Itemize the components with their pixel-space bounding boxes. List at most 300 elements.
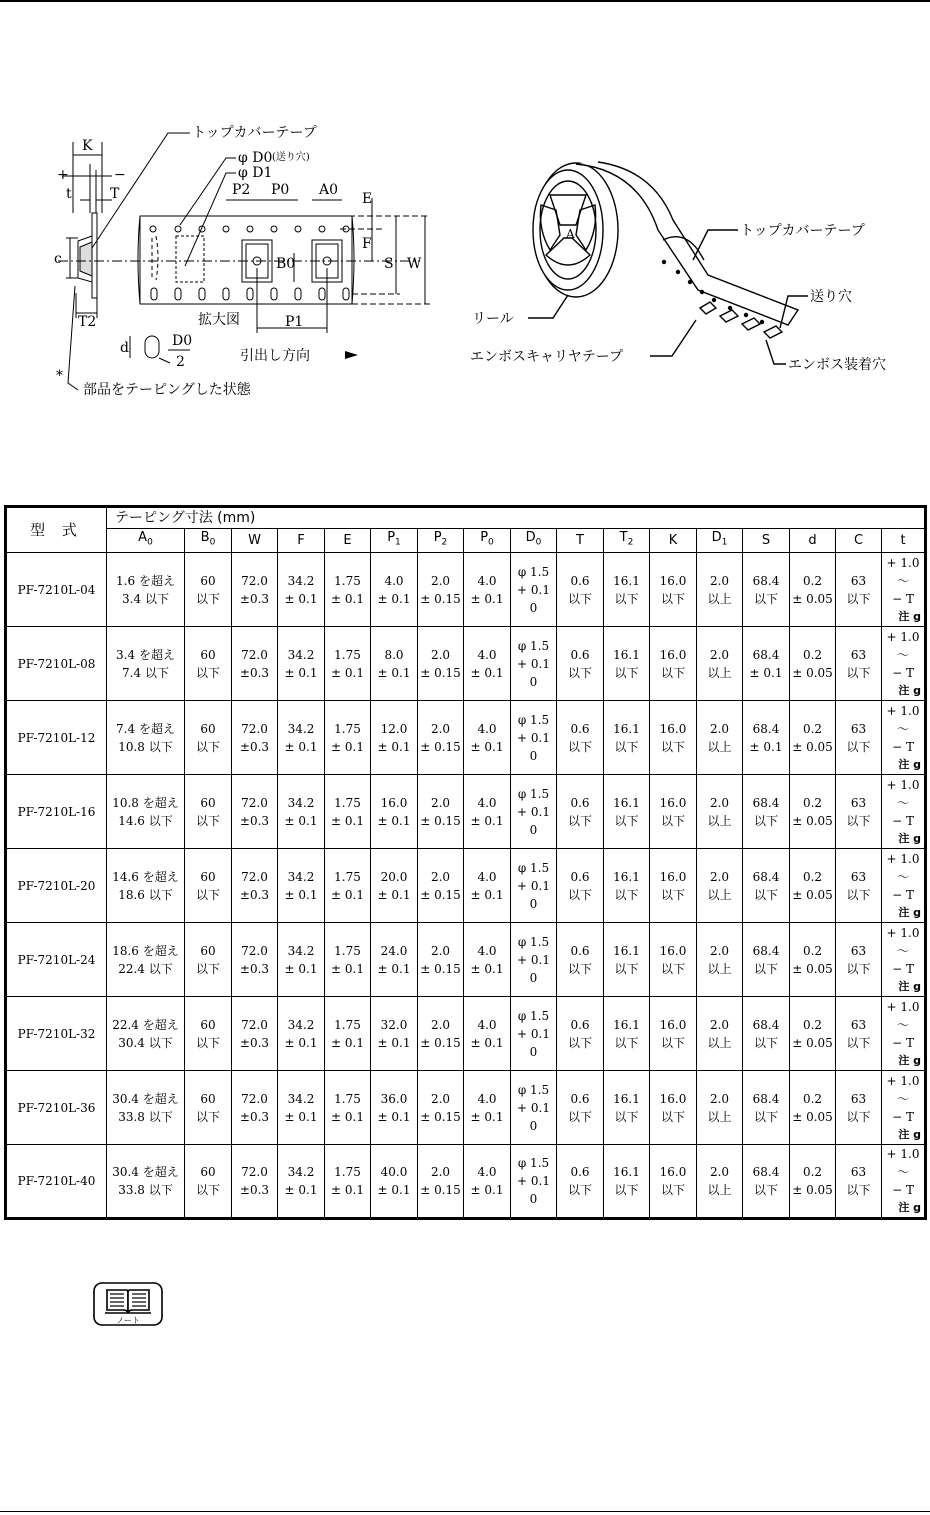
w-line: 72.0 (241, 1017, 268, 1032)
tt-line: 〜 (897, 573, 910, 588)
tt-line: 〜 (897, 1165, 910, 1179)
c-line: 63 (850, 721, 867, 736)
b0-line: 以下 (195, 1035, 220, 1050)
cell-d1 (697, 553, 743, 627)
b0-line: 60 (200, 1017, 216, 1032)
cell-d (790, 997, 836, 1071)
tt-line: 〜 (897, 795, 910, 810)
k-line: 以下 (660, 887, 685, 902)
emboss-tape-label: エンボスキャリヤテープ (470, 349, 624, 365)
p2-line: ± 0.15 (420, 961, 461, 976)
cell-p2 (418, 701, 464, 775)
cell-d1 (697, 1145, 743, 1219)
cell-a0 (107, 627, 185, 701)
model-cell: PF-7210L-32 (6, 997, 107, 1071)
w-line: 72.0 (241, 573, 268, 588)
d0-line: φ 1.5 (517, 564, 550, 579)
d0-line: φ 1.5 (517, 860, 550, 875)
c-line: 63 (850, 573, 867, 588)
t2-line: 以下 (614, 591, 639, 606)
cell-d (790, 849, 836, 923)
d0-frac-num: D0 (172, 333, 193, 349)
asterisk-label: * (56, 368, 63, 384)
t-line: 0.6 (570, 943, 590, 958)
a0-line: 22.4 を超え (112, 1017, 179, 1032)
s-line: 68.4 (752, 795, 780, 810)
f-line: 34.2 (287, 647, 315, 662)
p0-line: ± 0.1 (470, 739, 504, 754)
p2-line: 2.0 (430, 1017, 451, 1032)
t-line: 以下 (567, 739, 592, 754)
d-line: ± 0.05 (792, 1035, 833, 1050)
b0-line: 60 (200, 721, 216, 736)
p0-line: 4.0 (477, 943, 497, 958)
cell-p2 (418, 1145, 464, 1219)
d0-line: + 0.1 (517, 1174, 550, 1188)
cell-t (557, 627, 604, 701)
s-line: 以下 (753, 1183, 778, 1197)
cell-s (743, 1145, 790, 1219)
p1-line: ± 0.1 (377, 1035, 411, 1050)
d-line: 0.2 (802, 1091, 823, 1106)
cell-p0 (464, 701, 511, 775)
d0-line: 0 (529, 600, 538, 615)
e-line: ± 0.1 (331, 961, 364, 976)
c-label: c (54, 251, 62, 267)
cell-t2 (604, 701, 650, 775)
tt-line: − T (892, 887, 914, 902)
cell-c (836, 775, 882, 849)
p1-line: 20.0 (380, 869, 408, 884)
model-cell: PF-7210L-12 (6, 701, 107, 775)
d1-line: 以上 (707, 1109, 732, 1124)
table-row (6, 1071, 926, 1145)
w-line: ±0.3 (239, 1183, 270, 1197)
f-line: 34.2 (287, 573, 315, 588)
t-line: 以下 (567, 1183, 592, 1197)
cell-a0 (107, 701, 185, 775)
cell-t2 (604, 775, 650, 849)
f-line: 34.2 (287, 943, 315, 958)
w-line: ±0.3 (239, 739, 270, 754)
cell-b0 (185, 701, 232, 775)
p2-line: 2.0 (430, 869, 451, 884)
cell-w (232, 1071, 278, 1145)
model-cell: PF-7210L-24 (6, 923, 107, 997)
cell-p0 (464, 1071, 511, 1145)
e-label: E (362, 191, 373, 207)
cell-c (836, 1071, 882, 1145)
k-line: 16.0 (659, 943, 687, 958)
cell-p1 (371, 1071, 418, 1145)
w-line: 72.0 (241, 943, 268, 958)
d0-line: φ 1.5 (517, 1082, 550, 1097)
a0-line: 10.8 を超え (112, 795, 179, 810)
k-line: 以下 (660, 591, 685, 606)
d1-line: 2.0 (709, 573, 730, 588)
tt-line: 〜 (897, 869, 910, 884)
model-cell: PF-7210L-36 (6, 1071, 107, 1145)
reel-label: リール (472, 311, 514, 327)
p2-line: ± 0.15 (420, 1035, 461, 1050)
cell-p1 (371, 627, 418, 701)
a0-line: 18.6 を超え (112, 943, 179, 958)
direction-label: 引出し方向 (240, 348, 310, 364)
cell-e (325, 701, 371, 775)
k-line: 以下 (660, 739, 685, 754)
cell-d0 (511, 627, 557, 701)
cell-f (278, 775, 325, 849)
p2-line: ± 0.15 (420, 813, 461, 828)
f-line: 34.2 (287, 1165, 315, 1179)
d1-line: 2.0 (709, 795, 730, 810)
tt-line: + 1.0 (886, 629, 920, 644)
feed-hole-label: 送り穴 (810, 289, 852, 305)
d1-line: 2.0 (709, 1017, 730, 1032)
t-line: 以下 (567, 887, 592, 902)
w-line: ±0.3 (239, 1109, 270, 1124)
d0-line: 0 (529, 674, 538, 689)
t-large-label: T (110, 186, 120, 202)
w-line: 72.0 (241, 1091, 268, 1106)
p1-line: 16.0 (380, 795, 408, 810)
tt-line: 〜 (897, 647, 910, 662)
d1-line: 2.0 (709, 647, 730, 662)
t2-line: 16.1 (613, 721, 640, 736)
cell-b0 (185, 997, 232, 1071)
f-line: 34.2 (287, 1091, 315, 1106)
t2-line: 16.1 (613, 573, 640, 588)
cell-a0 (107, 1145, 185, 1219)
cell-d0 (511, 701, 557, 775)
cell-p0 (464, 775, 511, 849)
p1-line: ± 0.1 (377, 665, 411, 680)
cell-b0 (185, 775, 232, 849)
cell-f (278, 997, 325, 1071)
cell-p2 (418, 923, 464, 997)
t2-line: 以下 (614, 813, 639, 828)
cell-e (325, 775, 371, 849)
cell-d1 (697, 849, 743, 923)
t2-line: 16.1 (613, 1165, 640, 1179)
b0-line: 60 (200, 943, 216, 958)
cell-c (836, 923, 882, 997)
d1-line: 2.0 (709, 1165, 730, 1179)
f-line: ± 0.1 (284, 739, 318, 754)
t-line: 0.6 (570, 1017, 590, 1032)
col-header-a0: $A_0$ (107, 529, 185, 553)
s-line: 以下 (753, 1035, 778, 1050)
p2-line: 2.0 (430, 795, 451, 810)
cell-d0 (511, 849, 557, 923)
p0-line: 4.0 (477, 1165, 497, 1179)
cell-k (650, 997, 697, 1071)
e-line: ± 0.1 (331, 591, 364, 606)
p1-line: 4.0 (384, 573, 404, 588)
w-line: 72.0 (241, 721, 268, 736)
cell-f (278, 1145, 325, 1219)
bottom-rule (0, 1511, 930, 1512)
cell-b0 (185, 1145, 232, 1219)
k-line: 以下 (660, 1035, 685, 1050)
c-line: 以下 (846, 739, 871, 754)
cell-p1 (371, 553, 418, 627)
tt-line: − T (892, 813, 914, 828)
f-line: ± 0.1 (284, 1109, 318, 1124)
t-line: 以下 (567, 1035, 592, 1050)
table-row (6, 849, 926, 923)
cell-a0 (107, 553, 185, 627)
taping-dimension-table (4, 505, 927, 1220)
w-label: W (407, 256, 422, 272)
b0-line: 以下 (195, 591, 220, 606)
cell-p0 (464, 627, 511, 701)
p0-line: ± 0.1 (470, 665, 504, 680)
e-line: 1.75 (334, 1165, 361, 1179)
e-line: ± 0.1 (331, 665, 364, 680)
d0-line: + 0.1 (517, 804, 550, 819)
cell-t (557, 849, 604, 923)
e-line: ± 0.1 (331, 1109, 364, 1124)
cell-t2 (604, 1071, 650, 1145)
w-line: ±0.3 (239, 665, 270, 680)
table-row (6, 627, 926, 701)
p0-line: 4.0 (477, 1017, 497, 1032)
k-line: 以下 (660, 665, 685, 680)
cell-e (325, 627, 371, 701)
cell-b0 (185, 1071, 232, 1145)
e-line: 1.75 (334, 943, 361, 958)
c-line: 63 (850, 647, 867, 662)
cell-p2 (418, 553, 464, 627)
p2-line: ± 0.15 (420, 665, 461, 680)
b0-line: 以下 (195, 961, 220, 976)
d1-line: 2.0 (709, 1091, 730, 1106)
a0-line: 10.8 以下 (118, 739, 173, 754)
model-cell: PF-7210L-08 (6, 627, 107, 701)
t2-line: 16.1 (613, 943, 640, 958)
cell-w (232, 701, 278, 775)
a0-line: 22.4 以下 (118, 961, 173, 976)
cell-f (278, 553, 325, 627)
c-line: 63 (850, 795, 867, 810)
f-line: 34.2 (287, 795, 315, 810)
p2-line: 2.0 (430, 943, 451, 958)
d1-line: 以上 (707, 1183, 732, 1197)
p0-line: ± 0.1 (470, 591, 504, 606)
a0-line: 3.4 以下 (122, 591, 169, 606)
k-line: 16.0 (659, 795, 687, 810)
t2-line: 16.1 (613, 1017, 640, 1032)
col-header-c: C (836, 529, 882, 553)
f-line: ± 0.1 (284, 665, 318, 680)
right-top-cover-tape-label: トップカバーテープ (740, 223, 865, 239)
p1-line: ± 0.1 (377, 739, 411, 754)
e-line: 1.75 (334, 573, 361, 588)
a0-line: 7.4 以下 (122, 665, 169, 680)
d-line: 0.2 (802, 573, 823, 588)
left-top-cover-tape-label: トップカバーテープ (192, 125, 317, 141)
t2-line: 16.1 (613, 795, 640, 810)
c-line: 63 (850, 1091, 867, 1106)
k-line: 16.0 (659, 869, 687, 884)
d0-line: 0 (529, 1192, 538, 1206)
t-line: 0.6 (570, 721, 590, 736)
p1-line: ± 0.1 (377, 961, 411, 976)
note-icon-label: ノート (116, 1316, 140, 1325)
d0-line: φ 1.5 (517, 786, 550, 801)
p1-line: 36.0 (380, 1091, 408, 1106)
cell-k (650, 849, 697, 923)
p0-line: ± 0.1 (470, 887, 504, 902)
tape-dimension-diagram (40, 118, 460, 403)
tt-line: + 1.0 (886, 1147, 920, 1161)
tt-line: − T (892, 1183, 914, 1197)
cell-d0 (511, 1145, 557, 1219)
p2-line: 2.0 (430, 1091, 451, 1106)
s-line: 以下 (753, 591, 778, 606)
d-line: ± 0.05 (792, 813, 833, 828)
c-line: 63 (850, 869, 867, 884)
cell-tt (882, 849, 926, 923)
d0-line: + 0.1 (517, 878, 550, 893)
d-line: 0.2 (802, 1017, 823, 1032)
cell-s (743, 997, 790, 1071)
col-header-f: F (278, 529, 325, 553)
col-header-b0: $B_0$ (185, 529, 232, 553)
f-line: 34.2 (287, 1017, 315, 1032)
p2-line: ± 0.15 (420, 739, 461, 754)
k-line: 以下 (660, 961, 685, 976)
cell-d0 (511, 553, 557, 627)
cell-w (232, 923, 278, 997)
d1-line: 以上 (707, 1035, 732, 1050)
reel-center-mark: A (566, 227, 575, 241)
d-line: 0.2 (802, 795, 823, 810)
cell-k (650, 775, 697, 849)
col-header-t2: $T_2$ (604, 529, 650, 553)
cell-t (557, 1145, 604, 1219)
cell-d1 (697, 1071, 743, 1145)
top-rule (0, 0, 930, 2)
tt-line: + 1.0 (886, 703, 920, 718)
cell-d1 (697, 775, 743, 849)
d0-label: φ D0 (238, 150, 273, 166)
cell-p0 (464, 1145, 511, 1219)
tt-line: 注 g (898, 1127, 922, 1141)
d1-line: 2.0 (709, 943, 730, 958)
d-line: ± 0.05 (792, 961, 833, 976)
d-line: ± 0.05 (792, 1183, 833, 1197)
cell-tt (882, 701, 926, 775)
b0-line: 60 (200, 1165, 216, 1179)
table-row (6, 701, 926, 775)
k-line: 16.0 (659, 573, 687, 588)
cell-b0 (185, 923, 232, 997)
p1-line: 24.0 (380, 943, 408, 958)
cell-f (278, 849, 325, 923)
f-line: 34.2 (287, 869, 315, 884)
cell-f (278, 1071, 325, 1145)
tt-line: 注 g (898, 757, 922, 771)
cell-a0 (107, 775, 185, 849)
p1-label: P1 (285, 314, 304, 330)
t-line: 0.6 (570, 647, 590, 662)
tt-line: 注 g (898, 979, 922, 993)
p2-line: 2.0 (430, 1165, 451, 1179)
enlarged-label: 拡大図 (198, 312, 240, 328)
cell-p1 (371, 701, 418, 775)
a0-label: A0 (319, 182, 339, 198)
d-line: ± 0.05 (792, 591, 833, 606)
p2-line: ± 0.15 (420, 1183, 461, 1197)
p2-line: 2.0 (430, 573, 451, 588)
cell-p1 (371, 775, 418, 849)
table-row (6, 997, 926, 1071)
cell-d0 (511, 775, 557, 849)
col-header-p1: $P_1$ (371, 529, 418, 553)
d1-line: 以上 (707, 813, 732, 828)
d1-line: 2.0 (709, 869, 730, 884)
cell-d0 (511, 1071, 557, 1145)
d0-line: 0 (529, 1044, 538, 1059)
table-row (6, 1145, 926, 1219)
cell-d1 (697, 923, 743, 997)
col-header-p0: $P_0$ (464, 529, 511, 553)
cell-t (557, 997, 604, 1071)
k-line: 16.0 (659, 1165, 687, 1179)
cell-tt (882, 627, 926, 701)
model-cell: PF-7210L-40 (6, 1145, 107, 1219)
cell-d (790, 1145, 836, 1219)
b0-line: 以下 (195, 887, 220, 902)
tt-line: + 1.0 (886, 555, 920, 570)
e-line: 1.75 (334, 869, 361, 884)
d0-line: 0 (529, 970, 538, 985)
b0-line: 以下 (195, 1109, 220, 1124)
p1-line: 40.0 (380, 1165, 408, 1179)
d-line: ± 0.05 (792, 887, 833, 902)
t-line: 0.6 (570, 1165, 590, 1179)
p2-line: ± 0.15 (420, 591, 461, 606)
p0-line: 4.0 (477, 795, 497, 810)
s-line: 以下 (753, 961, 778, 976)
t2-line: 以下 (614, 961, 639, 976)
col-header-d1: $D_1$ (697, 529, 743, 553)
cell-tt (882, 1071, 926, 1145)
tt-line: 注 g (898, 831, 922, 845)
p0-line: 4.0 (477, 1091, 497, 1106)
cell-f (278, 627, 325, 701)
cell-p0 (464, 923, 511, 997)
cell-p2 (418, 1071, 464, 1145)
cell-w (232, 1145, 278, 1219)
cell-b0 (185, 553, 232, 627)
cell-a0 (107, 923, 185, 997)
p2-line: ± 0.15 (420, 1109, 461, 1124)
p0-line: 4.0 (477, 869, 497, 884)
b0-line: 以下 (195, 813, 220, 828)
d0-line: + 0.1 (517, 952, 550, 967)
cell-s (743, 553, 790, 627)
b0-line: 以下 (195, 665, 220, 680)
s-line: 68.4 (752, 1165, 780, 1179)
cell-p1 (371, 923, 418, 997)
cell-e (325, 849, 371, 923)
cell-w (232, 849, 278, 923)
e-line: 1.75 (334, 795, 361, 810)
d1-line: 以上 (707, 591, 732, 606)
